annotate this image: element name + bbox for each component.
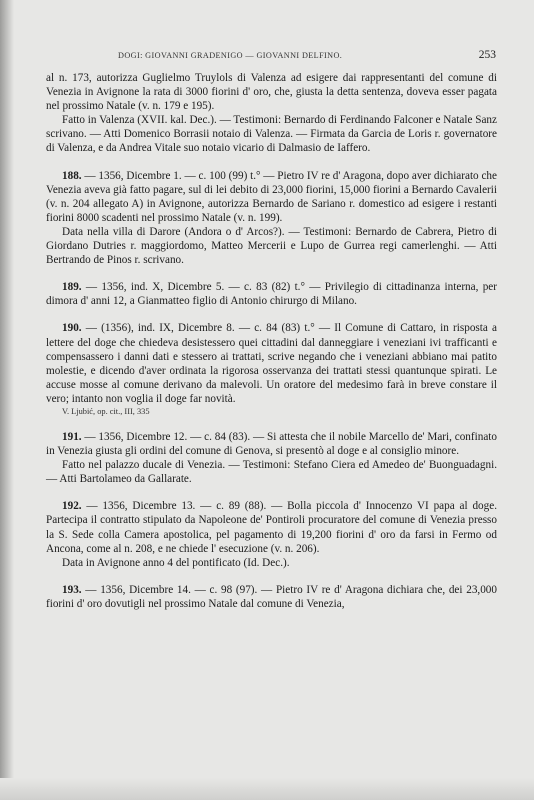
- entry-subparagraph: Fatto nel palazzo ducale di Venezia. — Testimoni: Stefano Ciera ed Amedeo de' Buonguadagni. — Atti Bartolameo da Gallarate.: [46, 459, 497, 486]
- entry-number: 190.: [62, 322, 82, 335]
- entry-193: [46, 583, 497, 611]
- entry-188: [46, 169, 497, 268]
- entry-main: [46, 321, 497, 406]
- entry-text: — 1356, ind. X, Dicembre 5. — c. 83 (82) t.° — Privilegio di cittadinanza interna, per dimora d' anni 12, a Gianmatteo figlio di Antonio chirurgo di Milano.: [46, 281, 497, 308]
- running-head: DOGI: GIOVANNI GRADENIGO — GIOVANNI DELFINO.: [118, 51, 343, 60]
- entry-text: — 1356, Dicembre 12. — c. 84 (83). — Si attesta che il nobile Marcello de' Mari, confinato in Venezia giusta gli ordini del comune di Genova, si presentò al doge e al consiglio minore.: [46, 430, 497, 458]
- entry-main: [46, 169, 497, 225]
- paragraph: al n. 173, autorizza Guglielmo Truylols di Valenza ad esigere dai rappresentanti del comune di Venezia in Avignone la rata di 3000 fiorini d' oro, che, giusta la detta sentenza, doveva esser pagata nel prossimo Natale (v. n. 179 e 195).: [46, 72, 497, 113]
- entry-number: 189.: [62, 281, 82, 294]
- bibliographic-reference: V. Ljubić, op. cit., III, 335: [62, 406, 150, 416]
- page-gutter-shadow: [0, 0, 14, 800]
- page-number: 253: [478, 49, 496, 61]
- entry-191: [46, 430, 497, 486]
- entry-text: — 1356, Dicembre 13. — c. 89 (88). — Bolla piccola d' Innocenzo VI papa al doge. Partecipa il contratto stipulato da Napoleone de' Pontiroli procuratore del comune di Venezia presso la S. Sede colla Camera apostolica, pel pagamento di 19,200 fiorini d' oro da farsi in Fermo od Ancona, come al n. 208, e ne chiede l' esecuzione (v. n. 206).: [46, 500, 497, 555]
- entry-subparagraph: Data nella villa di Darore (Andora o d' Arcos?). — Testimoni: Bernardo de Cabrera, Pietro di Giordano Dutries r. maggiordomo, Matteo Mercerii e Lupo de Gurrea regi camerlenghi. — Atti Bertrando de Pinos r. scrivano.: [46, 225, 497, 267]
- entry-number: 192.: [62, 500, 82, 513]
- entry-subparagraph: Data in Avignone anno 4 del pontificato (Id. Dec.).: [62, 556, 290, 569]
- entry-text: — 1356, Dicembre 1. — c. 100 (99) t.° — Pietro IV re d' Aragona, dopo aver dichiarato che Venezia aveva già fatto pagare, sul di lei debito di 23,000 fiorini, 15,000 fiorini a Bernardo Cavalerii (v. n. 204 allegato A) in Avignone, autorizza Bernardo de Sariano r. domestico ad esigere i restanti fiorini 8000 scadenti nel prossimo Natale (v. n. 199).: [46, 169, 497, 224]
- entry-main: [46, 583, 497, 611]
- entry-number: 191.: [62, 430, 82, 443]
- entry-190: [46, 321, 497, 417]
- entry-189: [46, 280, 497, 308]
- entry-192: [46, 499, 497, 569]
- continuation-entry: [46, 71, 497, 156]
- page-header: [0, 49, 534, 65]
- entry-number: 188.: [62, 169, 82, 182]
- entry-main: [46, 430, 497, 458]
- entry-main: [46, 280, 497, 308]
- blank-bottom-margin: [0, 700, 534, 800]
- entry-number: 193.: [62, 583, 82, 596]
- page-body: [46, 71, 497, 611]
- entry-text: — (1356), ind. IX, Dicembre 8. — c. 84 (83) t.° — Il Comune di Cattaro, in risposta a lettere del doge che chiedeva desistessero quei cittadini dal danneggiare i veneziani ivi trafficanti e compensassero i danni dati e stessero ai trattati, scrive negando che i veneziani abbiano mai patito molestie, e dicendo d'aver ordinata la rigorosa osservanza dei trattati stessi quantunque spirati. Le accuse mosse al comune derivano da malevoli. Un oratore del medesimo farà in breve constare il vero; intanto non voglia il doge far novità.: [46, 322, 497, 405]
- paragraph: Fatto in Valenza (XVII. kal. Dec.). — Testimoni: Bernardo di Ferdinando Falconer e Natale Sanz scrivano. — Atti Domenico Borrasii notaio di Valenza. — Firmata da Garcia de Loris r. governatore di Valenza, e da Andrea Vitale suo notaio vicario di Dalmasio de Iaffero.: [46, 114, 497, 155]
- entry-main: [46, 499, 497, 555]
- entry-text: — 1356, Dicembre 14. — c. 98 (97). — Pietro IV re d' Aragona dichiara che, dei 23,000 fiorini d' oro dovutigli nel prossimo Natale dal comune di Venezia,: [46, 583, 497, 610]
